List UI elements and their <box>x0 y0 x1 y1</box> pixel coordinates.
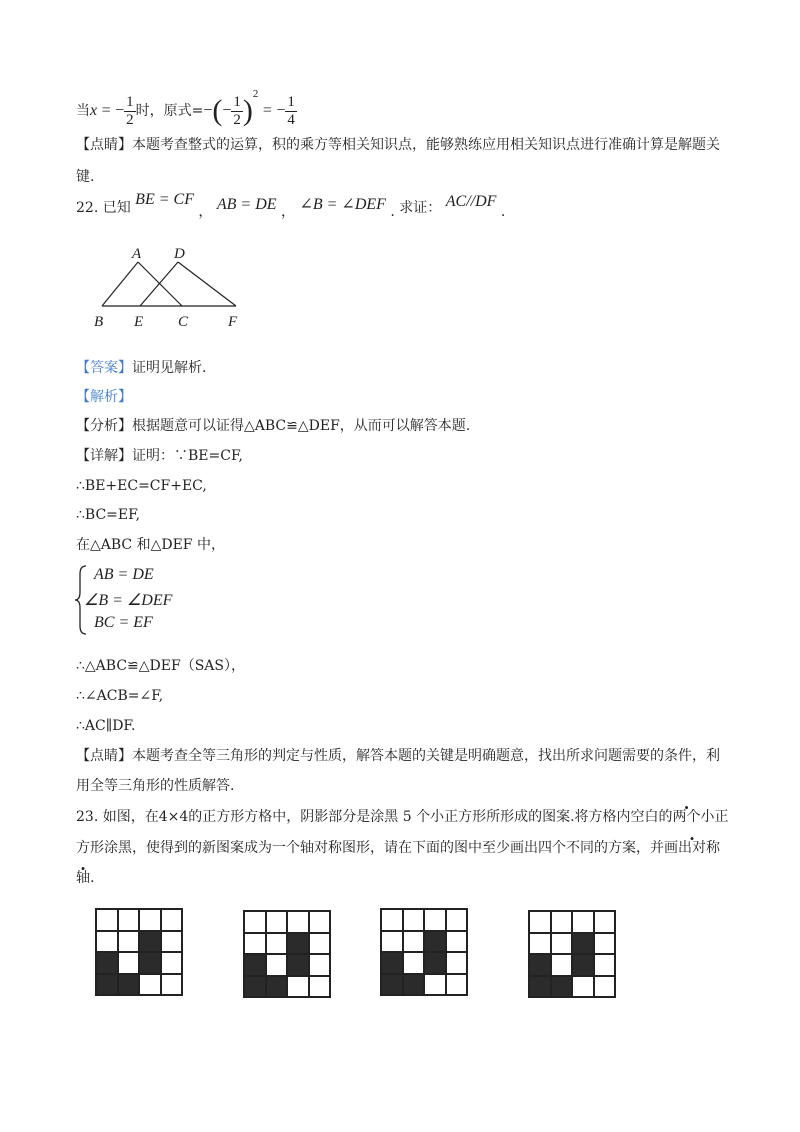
grid-cell[interactable] <box>139 952 161 974</box>
grid-cell[interactable] <box>381 952 403 974</box>
segment-de <box>140 262 178 306</box>
emphasis-axis: 轴 <box>76 870 90 886</box>
step-4: ∴△ABC≌△DEF（SAS）， <box>76 658 245 674</box>
label-d: D <box>174 246 185 262</box>
grid-cell[interactable] <box>551 976 573 998</box>
grid-cell[interactable] <box>266 933 288 955</box>
pingjing-2-line2: 用全等三角形的性质解答. <box>76 778 235 794</box>
grid-cell[interactable] <box>118 931 140 953</box>
emphasis-draw-axis: 画出对称 <box>664 840 720 856</box>
emphasis-two: 两个 <box>672 809 701 825</box>
grid-cell[interactable] <box>161 952 183 974</box>
shi-text: 时，原式= <box>135 103 204 119</box>
grid-cell[interactable] <box>594 976 616 998</box>
evaluation-line: 当x = − $\frac{1}{2}$ 时，原式=−(− $\frac{1}{2}$ )$^2$ = − $\frac{1}{4}$ <box>76 88 295 128</box>
grid-cell[interactable] <box>594 954 616 976</box>
fenxi-text: 根据题意可以证得△ABC≌△DEF，从而可以解答本题. <box>132 418 471 434</box>
var-x: x <box>90 102 98 119</box>
answer-line <box>76 358 206 378</box>
grid-cell[interactable] <box>529 933 551 955</box>
grid-cell[interactable] <box>244 954 266 976</box>
grid-option-2 <box>243 910 331 998</box>
label-a: A <box>132 246 142 262</box>
grid-cell[interactable] <box>244 976 266 998</box>
q22-cond3: ∠B = ∠DEF <box>299 196 386 213</box>
grid-cell[interactable] <box>381 909 403 931</box>
grid-cell[interactable] <box>551 933 573 955</box>
grid-cell[interactable] <box>403 931 425 953</box>
grid-cell[interactable] <box>139 974 161 996</box>
grid-cell[interactable] <box>424 909 446 931</box>
grid-cell[interactable] <box>424 974 446 996</box>
segment-df <box>178 262 236 306</box>
pingjing-2-text: 本题考查全等三角形的判定与性质，解答本题的关键是明确题意，找出所求问题需要的条件，利 <box>132 748 720 764</box>
label-b: B <box>94 314 104 330</box>
grid-option-3 <box>380 908 468 996</box>
grid-cell[interactable] <box>446 974 468 996</box>
pingjing-1-text: 本题考查整式的运算，积的乘方等相关知识点，能够熟练应用相关知识点进行准确计算是解题关 <box>132 137 720 153</box>
grid-cell[interactable] <box>446 931 468 953</box>
grid-cell[interactable] <box>309 976 331 998</box>
xiangjie-label: 【详解】 <box>76 448 132 464</box>
step-3: 在△ABC 和△DEF 中， <box>76 537 225 553</box>
grid-cell[interactable] <box>381 931 403 953</box>
grid-cell[interactable] <box>266 911 288 933</box>
system-eq-1: AB = DE <box>94 566 154 583</box>
question-23-line2: 方形涂黑，使得到的新图案成为一个轴对称图形，请在下面的图中至少画出四个不同的方案，并画出对称 <box>76 840 720 856</box>
minus-sign: − <box>115 102 125 119</box>
step-2: ∴BC=EF, <box>76 507 141 523</box>
grid-cell[interactable] <box>403 952 425 974</box>
step-5: ∴∠ACB=∠F, <box>76 688 164 704</box>
grid-cell[interactable] <box>161 909 183 931</box>
q22-cond2: AB = DE <box>216 196 277 213</box>
grid-cell[interactable] <box>139 931 161 953</box>
fraction-half: $\frac{1}{2}$ <box>126 93 134 128</box>
grid-cell[interactable] <box>118 974 140 996</box>
grid-cell[interactable] <box>287 911 309 933</box>
grid-cell[interactable] <box>287 933 309 955</box>
question-22: 22. 已知 BE = CF ， AB = DE ， ∠B = ∠DEF . 求证： AC//DF . <box>76 191 506 220</box>
q22-number: 22. 已知 <box>76 200 131 216</box>
grid-option-4 <box>528 910 616 998</box>
question-23-line3: 轴. <box>76 870 95 886</box>
fenxi-label: 【分析】 <box>76 418 132 434</box>
grid-cell[interactable] <box>594 911 616 933</box>
grid-cell[interactable] <box>96 931 118 953</box>
grid-cell[interactable] <box>118 909 140 931</box>
grid-cell[interactable] <box>381 974 403 996</box>
grid-cell[interactable] <box>572 976 594 998</box>
pingjing-1-label: 【点睛】 <box>76 137 132 153</box>
pingjing-2-label: 【点睛】 <box>76 748 132 764</box>
grid-cell[interactable] <box>529 911 551 933</box>
grid-cell[interactable] <box>403 909 425 931</box>
grid-cell[interactable] <box>551 911 573 933</box>
grid-cell[interactable] <box>118 952 140 974</box>
label-f: F <box>228 314 238 330</box>
xiangjie-text: 证明：∵BE=CF, <box>132 448 243 464</box>
grid-cell[interactable] <box>161 974 183 996</box>
answer-text: 证明见解析. <box>132 360 207 376</box>
q22-cond1: BE = CF <box>135 191 194 208</box>
grid-cell[interactable] <box>309 933 331 955</box>
when-text: 当 <box>76 103 90 119</box>
grid-cell[interactable] <box>96 909 118 931</box>
segment-ac <box>138 262 182 306</box>
equals-sign: = <box>101 102 111 119</box>
fenxi-line <box>76 416 470 436</box>
question-23-line1: 23. 如图，在4×4的正方形方格中，阴影部分是涂黑 5 个小正方形所形成的图案.将方格内空白的两个小正 <box>76 809 729 825</box>
grid-cell[interactable] <box>529 954 551 976</box>
fraction-half-2: $\frac{1}{2}$ <box>233 93 241 128</box>
step-1: ∴BE+EC=CF+EC, <box>76 478 207 494</box>
xiangjie-line <box>76 446 243 466</box>
grid-cell[interactable] <box>424 952 446 974</box>
grid-cell[interactable] <box>309 954 331 976</box>
grid-cell[interactable] <box>96 974 118 996</box>
grid-cell[interactable] <box>424 931 446 953</box>
pingjing-1-line2: 键. <box>76 169 95 185</box>
step-6: ∴AC∥DF. <box>76 718 136 734</box>
grid-cell[interactable] <box>572 933 594 955</box>
grid-option-1 <box>95 908 183 996</box>
grid-cell[interactable] <box>287 954 309 976</box>
system-eq-3: BC = EF <box>94 614 153 631</box>
label-c: C <box>178 314 189 330</box>
label-e: E <box>134 314 144 330</box>
grid-cell[interactable] <box>572 954 594 976</box>
q22-prove-label: 求证： <box>399 200 442 216</box>
grid-cell[interactable] <box>446 952 468 974</box>
grid-cell[interactable] <box>139 909 161 931</box>
system-eq-2: ∠B = ∠DEF <box>84 592 173 609</box>
grid-cell[interactable] <box>403 974 425 996</box>
jiexi-label: 【解析】 <box>76 389 132 405</box>
jiexi-line <box>76 387 132 407</box>
grid-cell[interactable] <box>594 933 616 955</box>
q22-goal: AC//DF <box>445 193 497 210</box>
grid-cell[interactable] <box>266 976 288 998</box>
grid-cell[interactable] <box>96 952 118 974</box>
grid-cell[interactable] <box>529 976 551 998</box>
pingjing-2-line1 <box>76 746 720 766</box>
grid-cell[interactable] <box>572 911 594 933</box>
grid-cell[interactable] <box>551 954 573 976</box>
triangle-figure <box>88 244 248 332</box>
exponent: 2 <box>252 88 259 100</box>
pingjing-1-line1 <box>76 135 720 155</box>
grid-cell[interactable] <box>446 909 468 931</box>
grid-cell[interactable] <box>309 911 331 933</box>
grid-cell[interactable] <box>287 976 309 998</box>
grid-cell[interactable] <box>161 931 183 953</box>
fraction-quarter: $\frac{1}{4}$ <box>287 93 295 128</box>
grid-cell[interactable] <box>266 954 288 976</box>
grid-cell[interactable] <box>244 911 266 933</box>
segment-ab <box>102 262 138 306</box>
grid-cell[interactable] <box>244 933 266 955</box>
answer-label: 【答案】 <box>76 360 132 376</box>
